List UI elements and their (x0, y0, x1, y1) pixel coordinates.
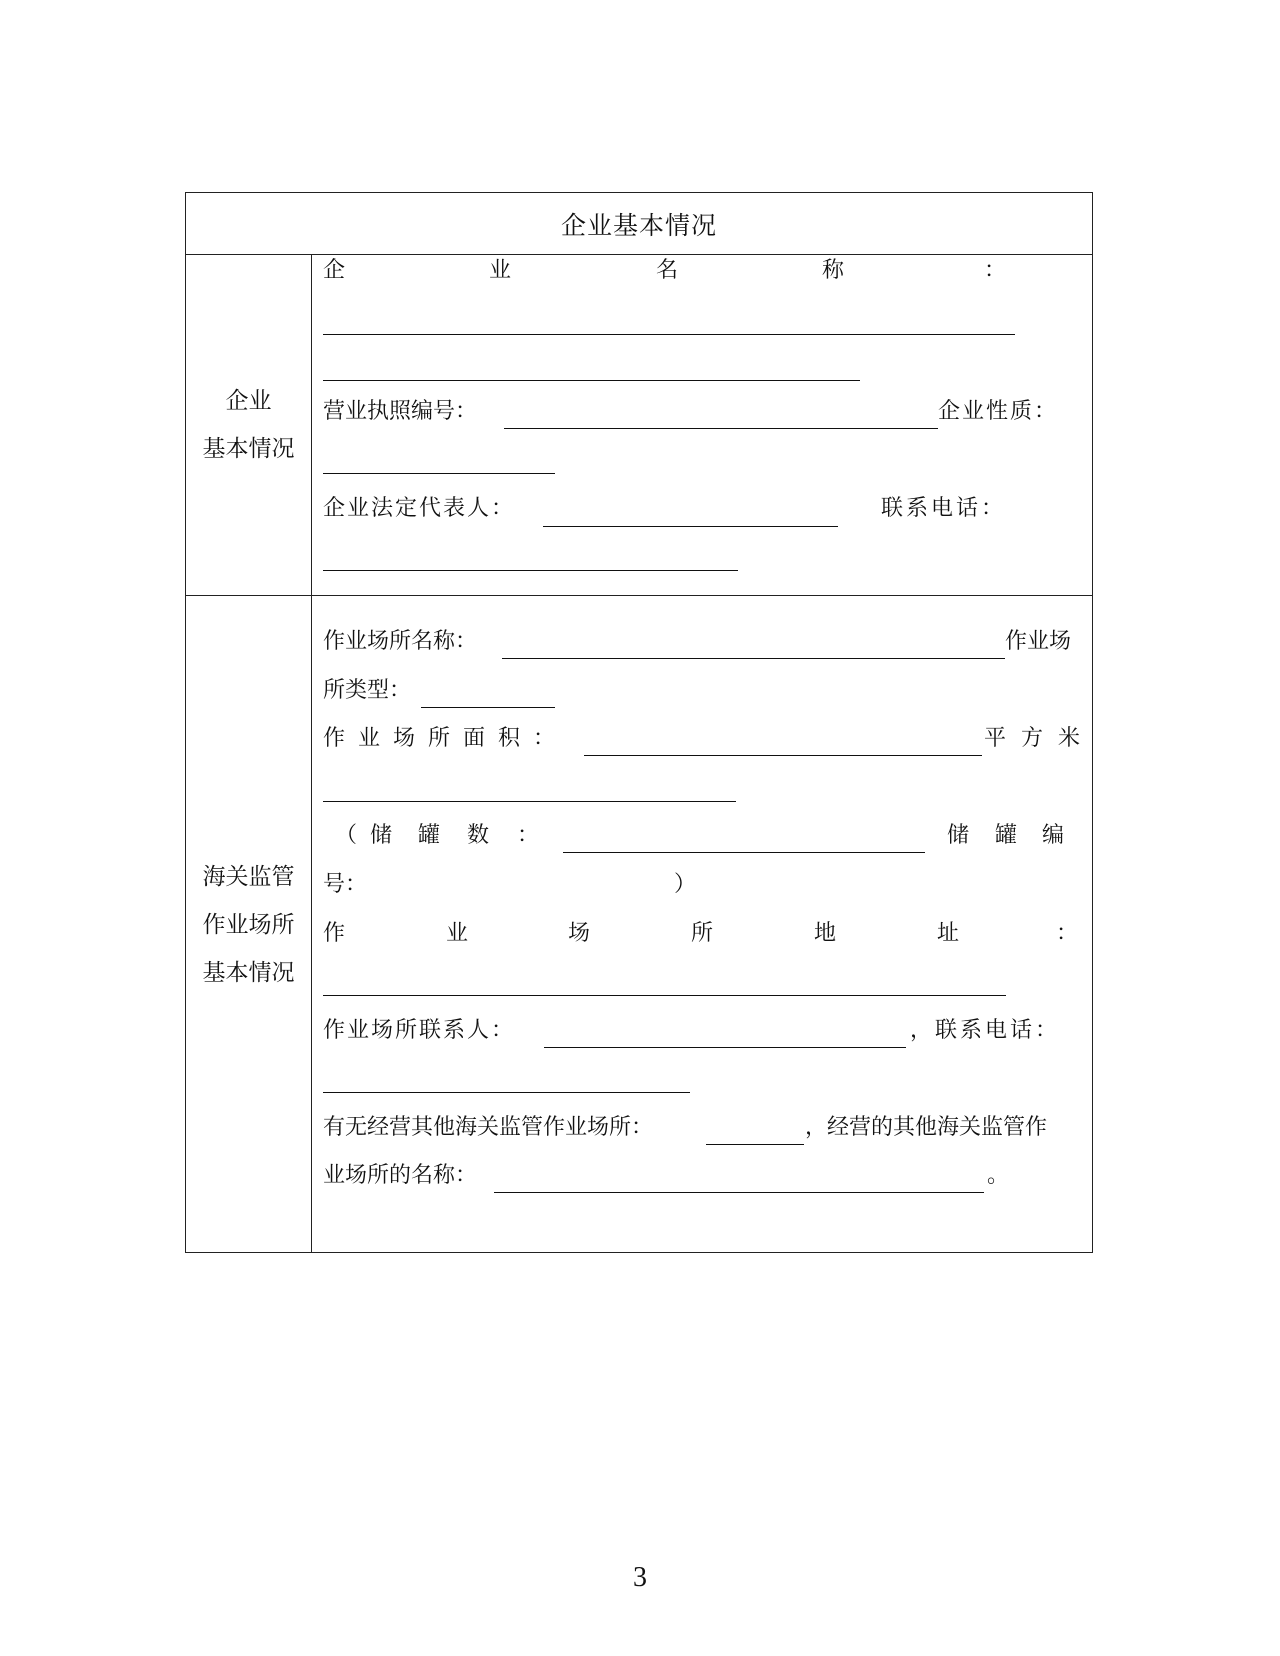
tanks-count-field[interactable] (563, 852, 925, 853)
site-address-char: 地 (814, 921, 837, 946)
other-sites-name-row (311, 1159, 1092, 1193)
site-type-label-1: 作业场 (1005, 629, 1072, 654)
enterprise-info-form (185, 192, 1093, 1253)
other-sites-field[interactable] (706, 1144, 804, 1145)
other-sites-label: 有无经营其他海关监管作业场所： (323, 1115, 654, 1140)
close-paren: ） (674, 872, 697, 897)
license-row (311, 395, 1092, 429)
site-phone-label: ，联系电话： (910, 1018, 1061, 1043)
site-name-row (311, 625, 1092, 659)
site-address-char: ： (1056, 921, 1079, 946)
tanks-char: （ (335, 823, 358, 848)
company-name-char: ： (984, 258, 1007, 283)
site-area-row (311, 722, 1092, 756)
square-meter-label: 平 方 米 (984, 726, 1084, 751)
tanks-char: 储 (370, 823, 393, 848)
company-name-char: 称 (822, 258, 845, 283)
tank-no-char: 罐 (995, 823, 1018, 848)
tank-no-char: 储 (947, 823, 970, 848)
site-address-char: 所 (691, 921, 714, 946)
nature-label: 企业性质： (938, 399, 1059, 424)
other-sites-name-field[interactable] (494, 1192, 984, 1193)
license-label: 营业执照编号： (323, 399, 478, 424)
site-address-field[interactable] (323, 995, 1006, 996)
company-name-char: 业 (489, 258, 512, 283)
site-phone-field[interactable] (323, 1092, 690, 1093)
site-contact-field[interactable] (544, 1047, 906, 1048)
other-sites-name-label-1: ，经营的其他海关监管作 (805, 1115, 1048, 1140)
section1-label (186, 254, 311, 595)
legal-rep-label: 企业法定代表人： (323, 496, 516, 521)
legal-rep-row (311, 492, 1092, 526)
tank-no-label-2: 号： (323, 872, 368, 897)
site-contact-label: 作业场所联系人： (323, 1018, 516, 1043)
tank-no-row (311, 868, 1092, 902)
other-sites-row (311, 1111, 1092, 1145)
section2-label (186, 595, 311, 1254)
site-address-row (311, 917, 1092, 951)
site-type-row (311, 674, 1092, 708)
section2-label-line-2: 作业场所 (202, 911, 295, 938)
phone-field[interactable] (323, 570, 738, 571)
section2-label-line-3: 基本情况 (202, 959, 295, 986)
tank-no-char: 编 (1042, 823, 1065, 848)
section1-label-line-1: 企业 (225, 387, 272, 414)
site-type-field[interactable] (421, 707, 555, 708)
company-name-line-2[interactable] (323, 380, 860, 381)
section1-content (311, 254, 1092, 595)
table-title: 企业基本情况 (560, 210, 717, 240)
company-name-char: 名 (656, 258, 679, 283)
period: 。 (987, 1163, 1010, 1188)
site-address-char: 业 (446, 921, 469, 946)
site-area-field[interactable] (584, 755, 982, 756)
site-address-char: 址 (937, 921, 960, 946)
section2-label-line-1: 海关监管 (202, 863, 295, 890)
site-contact-row (311, 1014, 1092, 1048)
company-name-char: 企 (323, 258, 346, 283)
section1-label-line-2: 基本情况 (202, 435, 295, 462)
site-address-char: 作 (323, 921, 346, 946)
tanks-row (311, 819, 1092, 853)
nature-field[interactable] (323, 473, 555, 474)
site-name-label: 作业场所名称： (323, 629, 478, 654)
site-type-label-2: 所类型： (323, 678, 412, 703)
phone-label: 联系电话： (881, 496, 1007, 521)
site-area-label: 作 业 场 所 面 积 ： (323, 726, 558, 751)
company-name-line-1[interactable] (323, 334, 1015, 335)
site-address-char: 场 (568, 921, 591, 946)
legal-rep-field[interactable] (543, 526, 838, 527)
page-number: 3 (633, 1562, 647, 1593)
company-name-row (311, 254, 1092, 288)
other-sites-name-label-2: 业场所的名称： (323, 1163, 478, 1188)
tanks-char: 罐 (418, 823, 441, 848)
site-area-line-2[interactable] (323, 801, 736, 802)
tanks-char: ： (517, 823, 540, 848)
tanks-char: 数 (467, 823, 490, 848)
license-number-field[interactable] (504, 428, 938, 429)
site-name-field[interactable] (502, 658, 1005, 659)
section2-content (311, 595, 1092, 1254)
